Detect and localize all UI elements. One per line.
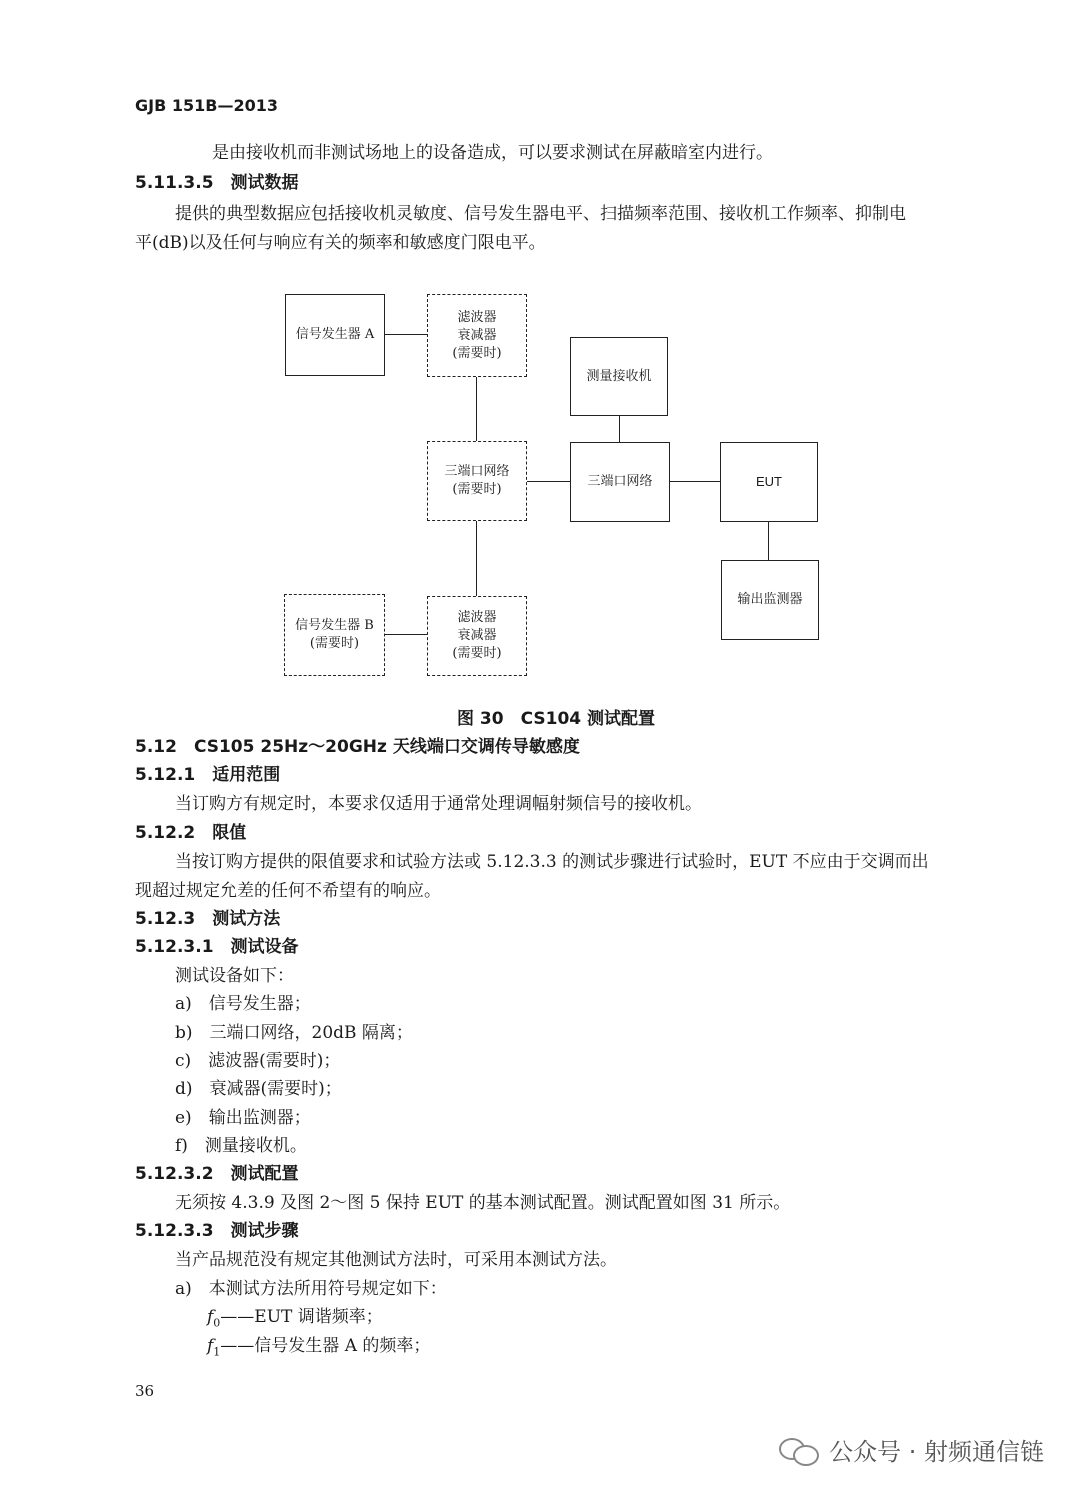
box-label: 三端口网络 bbox=[444, 464, 510, 479]
paragraph: 当产品规范没有规定其他测试方法时，可采用本测试方法。 bbox=[175, 1250, 617, 1270]
box-label: (需要时) bbox=[309, 636, 360, 651]
filter-attenuator-bottom-box bbox=[427, 596, 527, 676]
box-label: 衰减器 bbox=[457, 327, 497, 343]
connector-line bbox=[670, 481, 720, 482]
paragraph: 测试设备如下： bbox=[175, 966, 294, 986]
connector-line bbox=[619, 416, 620, 442]
section-heading: 5.12.1 适用范围 bbox=[135, 765, 281, 785]
section-heading: 5.12.3.2 测试配置 bbox=[135, 1164, 299, 1184]
connector-line bbox=[527, 481, 570, 482]
figure-caption: 图 30 CS104 测试配置 bbox=[457, 709, 656, 729]
section-heading: 5.12.2 限值 bbox=[135, 823, 247, 843]
measurement-receiver-box bbox=[570, 337, 668, 416]
paragraph: 当按订购方提供的限值要求和试验方法或 5.12.3.3 的测试步骤进行试验时，EUT 不应由于交调而出 bbox=[175, 852, 929, 872]
paragraph: 无须按 4.3.9 及图 2～图 5 保持 EUT 的基本测试配置。测试配置如图 31 所示。 bbox=[175, 1193, 791, 1213]
connector-line bbox=[385, 334, 427, 335]
paragraph: 现超过规定允差的任何不希望有的响应。 bbox=[135, 881, 441, 901]
list-item: c) 滤波器(需要时)； bbox=[175, 1051, 341, 1071]
document-id: GJB 151B—2013 bbox=[135, 96, 278, 115]
list-item: f) 测量接收机。 bbox=[175, 1136, 307, 1156]
box-label: 滤波器 bbox=[457, 610, 497, 625]
list-item: b) 三端口网络，20dB 隔离； bbox=[175, 1023, 413, 1043]
eut-box bbox=[720, 442, 818, 522]
box-label: (需要时) bbox=[452, 482, 502, 497]
symbol-definition-text: ——EUT 调谐频率； bbox=[220, 1307, 383, 1327]
page-number: 36 bbox=[135, 1382, 155, 1400]
box-label: 输出监测器 bbox=[737, 592, 803, 607]
paragraph: 平(dB)以及任何与响应有关的频率和敏感度门限电平。 bbox=[135, 233, 546, 253]
output-monitor-box bbox=[721, 560, 819, 640]
symbol-definition-text: ——信号发生器 A 的频率； bbox=[220, 1336, 431, 1356]
connector-line bbox=[476, 521, 477, 596]
box-label: 滤波器 bbox=[457, 309, 497, 325]
section-heading: 5.12.3.1 测试设备 bbox=[135, 937, 299, 957]
paragraph: a) 本测试方法所用符号规定如下： bbox=[175, 1279, 447, 1299]
box-label: (需要时) bbox=[452, 646, 502, 661]
section-heading: 5.11.3.5 测试数据 bbox=[135, 173, 299, 193]
box-label: 衰减器 bbox=[457, 628, 497, 643]
connector-line bbox=[768, 522, 769, 560]
box-label: 三端口网络 bbox=[587, 474, 653, 489]
connector-line bbox=[385, 634, 427, 635]
section-heading: 5.12.3 测试方法 bbox=[135, 909, 281, 929]
paragraph: 提供的典型数据应包括接收机灵敏度、信号发生器电平、扫描频率范围、接收机工作频率、抑制电 bbox=[175, 204, 906, 224]
symbol-f1: f bbox=[207, 1336, 214, 1356]
signal-generator-a-box bbox=[285, 294, 385, 376]
box-label: EUT bbox=[756, 474, 782, 489]
signal-generator-b-box bbox=[284, 594, 385, 676]
section-heading: 5.12.3.3 测试步骤 bbox=[135, 1221, 299, 1241]
watermark bbox=[779, 1432, 1044, 1467]
symbol-definition: $f_1——$信号发生器 A 的频率； bbox=[207, 1336, 431, 1359]
list-item: e) 输出监测器； bbox=[175, 1108, 311, 1128]
box-label: 信号发生器 B bbox=[295, 618, 374, 633]
connector-line bbox=[476, 377, 477, 441]
box-label: (需要时) bbox=[452, 345, 502, 361]
list-item: a) 信号发生器； bbox=[175, 994, 311, 1014]
filter-attenuator-top-box bbox=[427, 294, 527, 377]
section-heading: 5.12 CS105 25Hz～20GHz 天线端口交调传导敏感度 bbox=[135, 737, 580, 757]
symbol-definition: $f_0——EUT$ 调谐频率； bbox=[207, 1307, 383, 1330]
wechat-icon bbox=[779, 1436, 819, 1464]
three-port-network-optional-box bbox=[427, 441, 527, 521]
box-label: 信号发生器 A bbox=[295, 327, 375, 342]
watermark-text: 公众号 · 射频通信链 bbox=[829, 1438, 1044, 1466]
paragraph: 当订购方有规定时，本要求仅适用于通常处理调幅射频信号的接收机。 bbox=[175, 794, 702, 814]
box-label: 测量接收机 bbox=[586, 368, 652, 384]
three-port-network-box bbox=[570, 442, 670, 522]
symbol-f0: f bbox=[207, 1307, 214, 1327]
paragraph: 是由接收机而非测试场地上的设备造成，可以要求测试在屏蔽暗室内进行。 bbox=[212, 143, 773, 163]
list-item: d) 衰减器(需要时)； bbox=[175, 1079, 342, 1099]
